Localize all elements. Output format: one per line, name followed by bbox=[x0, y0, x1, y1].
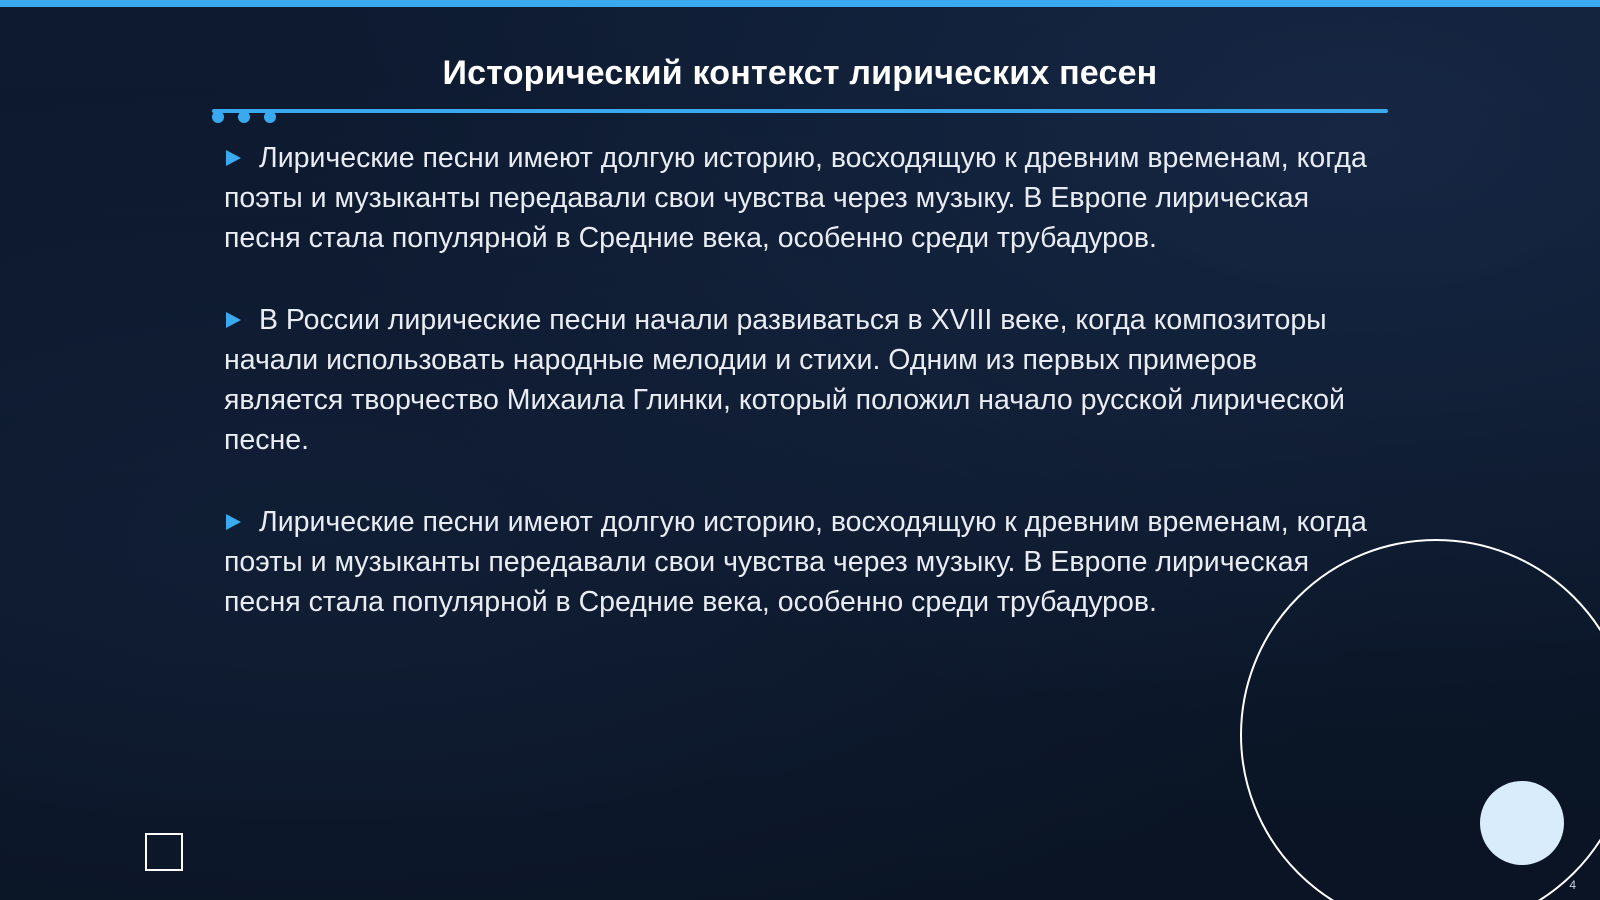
bullet-item bbox=[224, 300, 1384, 460]
decor-dot bbox=[238, 111, 250, 123]
bullet-list bbox=[224, 138, 1384, 664]
bullet-item bbox=[224, 138, 1384, 258]
title-dots bbox=[212, 111, 282, 125]
title-underline bbox=[212, 109, 1388, 113]
bullet-text: Лирические песни имеют долгую историю, восходящую к древним временам, когда поэты и музыканты передавали свои чувства через музыку. В Европе лирическая песня стала популярной в Средние века, особенно среди трубадуров. bbox=[224, 142, 1367, 254]
decor-square-outline bbox=[145, 833, 183, 871]
triangle-right-icon bbox=[226, 150, 241, 166]
bullet-item bbox=[224, 502, 1384, 622]
decor-dot bbox=[212, 111, 224, 123]
page-number: 4 bbox=[1569, 878, 1576, 892]
triangle-right-icon bbox=[226, 514, 241, 530]
bullet-text: Лирические песни имеют долгую историю, восходящую к древним временам, когда поэты и музыканты передавали свои чувства через музыку. В Европе лирическая песня стала популярной в Средние века, особенно среди трубадуров. bbox=[224, 506, 1367, 618]
decor-dot bbox=[264, 111, 276, 123]
top-accent-bar bbox=[0, 0, 1600, 7]
decor-circle-filled bbox=[1480, 781, 1564, 865]
triangle-right-icon bbox=[226, 312, 241, 328]
slide-title: Исторический контекст лирических песен bbox=[442, 54, 1158, 92]
bullet-text: В России лирические песни начали развиваться в XVIII веке, когда композиторы начали использовать народные мелодии и стихи. Одним из первых примеров является творчество Михаила Глинки, который положил начало русской лирической песне. bbox=[224, 304, 1345, 456]
